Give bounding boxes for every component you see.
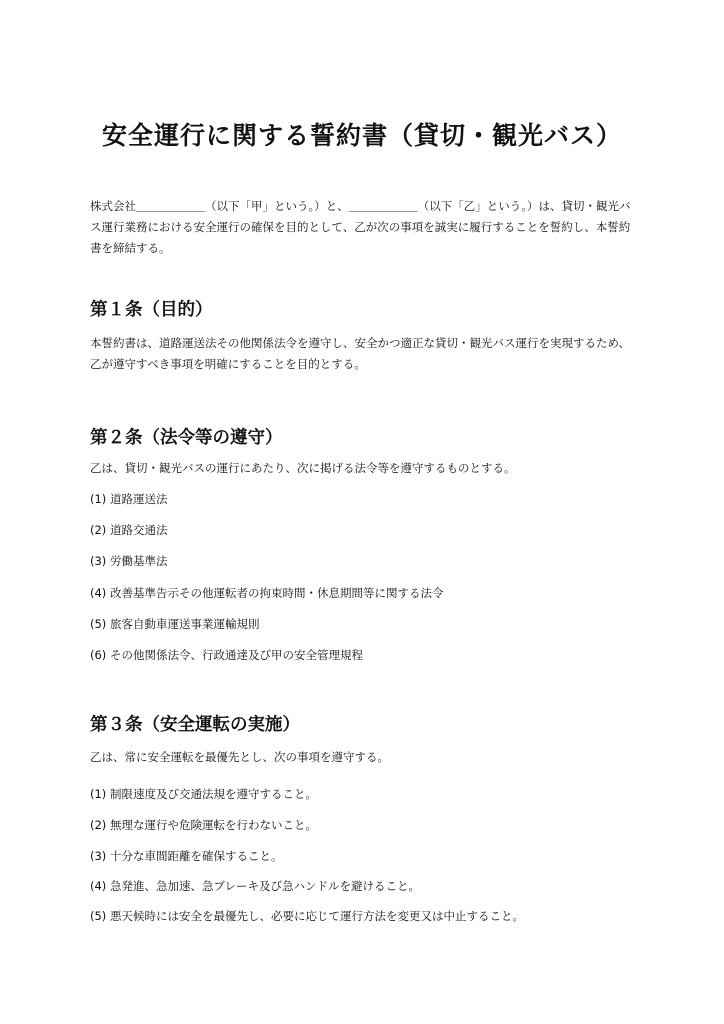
article-3-item: (4) 急発進、急加速、急ブレーキ及び急ハンドルを避けること。 [90, 879, 420, 893]
article-2-item: (4) 改善基準告示その他運転者の拘束時間・休息期間等に関する法令 [90, 586, 444, 600]
article-3-item: (5) 悪天候時には安全を最優先し、必要に応じて運行方法を変更又は中止すること。 [90, 909, 524, 923]
article-2-item: (3) 労働基準法 [90, 554, 168, 568]
article-1-heading: 第１条（目的） [90, 300, 213, 320]
article-2-item: (5) 旅客自動車運送事業運輸規則 [90, 617, 260, 631]
article-2-item: (6) その他関係法令、行政通達及び甲の安全管理規程 [90, 648, 363, 662]
document-title: 安全運行に関する誓約書（貸切・観光バス） [101, 121, 622, 150]
article-1-body: 本誓約書は、道路運送法その他関係法令を遵守し、安全かつ適正な貸切・観光バス運行を実現するため、乙が遵守すべき事項を明確にすることを目的とする。 [90, 336, 631, 371]
article-2-body: 乙は、貸切・観光バスの運行にあたり、次に掲げる法令等を遵守するものとする。 [90, 461, 516, 475]
article-2-item: (2) 道路交通法 [90, 523, 168, 537]
article-3-heading: 第３条（安全運転の実施） [90, 715, 300, 735]
article-2-heading: 第２条（法令等の遵守） [90, 428, 283, 448]
article-3-item: (3) 十分な車間距離を確保すること。 [90, 849, 283, 863]
article-3-body: 乙は、常に安全運転を最優先とし、次の事項を遵守する。 [90, 750, 389, 764]
article-3-item: (1) 制限速度及び交通法規を遵守すること。 [90, 787, 317, 801]
article-2-item: (1) 道路運送法 [90, 492, 168, 506]
article-3-item: (2) 無理な運行や危険運転を行わないこと。 [90, 818, 317, 832]
intro-paragraph: 株式会社＿＿＿＿＿＿（以下「甲」という。）と、＿＿＿＿＿＿（以下「乙」という。）は、貸切・観光バス運行業務における安全運行の確保を目的として、乙が次の事項を誠実に履行することを誓約し、本誓約書を締結する。 [90, 199, 631, 255]
